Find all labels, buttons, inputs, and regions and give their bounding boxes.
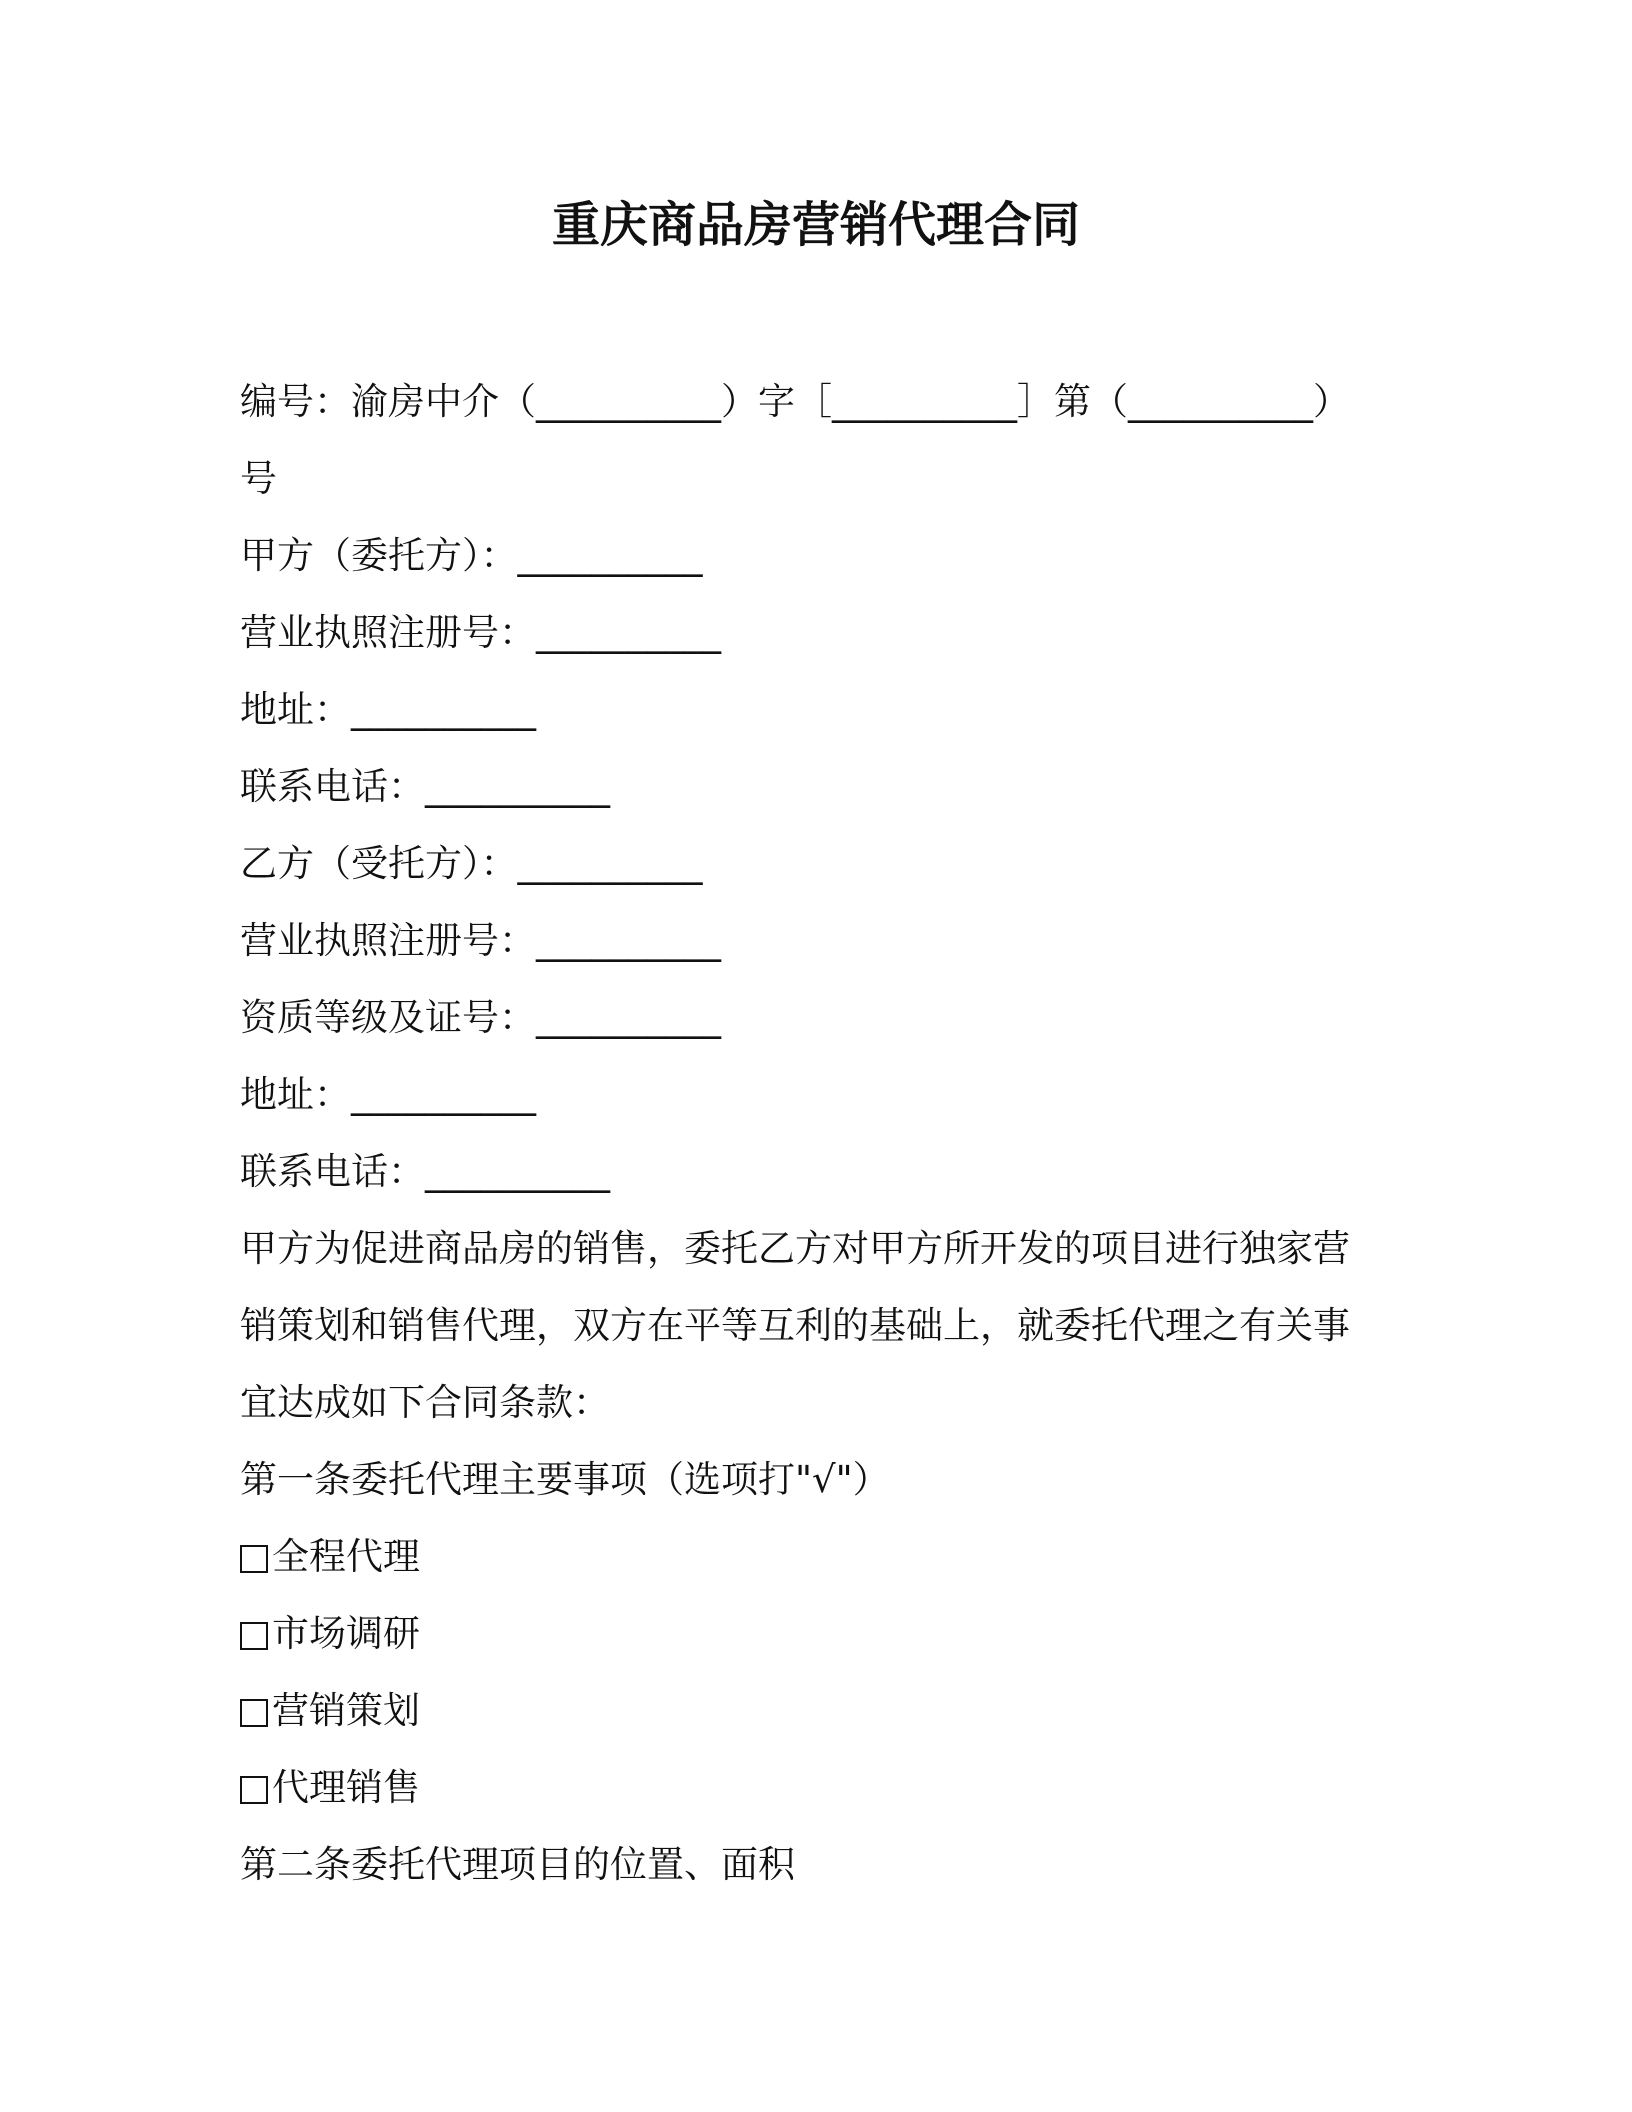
- checkbox-agency-sales[interactable]: [240, 1776, 268, 1804]
- article-2-heading: 第二条委托代理项目的位置、面积: [240, 1843, 795, 1886]
- option-label: 代理销售: [272, 1766, 420, 1809]
- article-1-heading: 第一条委托代理主要事项（选项打"√"）: [240, 1458, 890, 1501]
- option-marketing-planning: [240, 1672, 1370, 1749]
- party-a-name: 甲方（委托方）：__________: [240, 534, 703, 577]
- party-a-address: 地址：__________: [240, 688, 536, 731]
- party-b-license: 营业执照注册号：__________: [240, 919, 721, 962]
- option-label: 全程代理: [272, 1535, 420, 1578]
- option-label: 营销策划: [272, 1689, 420, 1732]
- option-label: 市场调研: [272, 1612, 420, 1655]
- party-a-license: 营业执照注册号：__________: [240, 611, 721, 654]
- contract-number-tail: 号: [240, 457, 277, 500]
- document-title: 重庆商品房营销代理合同: [551, 197, 1080, 253]
- party-b-name: 乙方（受托方）：__________: [240, 842, 703, 885]
- checkbox-market-research[interactable]: [240, 1622, 268, 1650]
- option-agency-sales: [240, 1749, 1370, 1826]
- party-a-phone: 联系电话：__________: [240, 765, 610, 808]
- party-b-qualification: 资质等级及证号：__________: [240, 996, 721, 1039]
- option-market-research: [240, 1595, 1370, 1672]
- checkbox-full-agency[interactable]: [240, 1545, 268, 1573]
- option-full-agency: [240, 1518, 1370, 1595]
- party-b-address: 地址：__________: [240, 1073, 536, 1116]
- preamble-paragraph: 甲方为促进商品房的销售，委托乙方对甲方所开发的项目进行独家营销策划和销售代理，双方在平等互利的基础上，就委托代理之有关事宜达成如下合同条款：: [240, 1227, 1350, 1424]
- party-b-phone: 联系电话：__________: [240, 1150, 610, 1193]
- document-body: [240, 363, 1370, 1903]
- contract-number-line: 编号：渝房中介（__________）字［__________］第（__________）: [240, 380, 1350, 423]
- checkbox-marketing-planning[interactable]: [240, 1699, 268, 1727]
